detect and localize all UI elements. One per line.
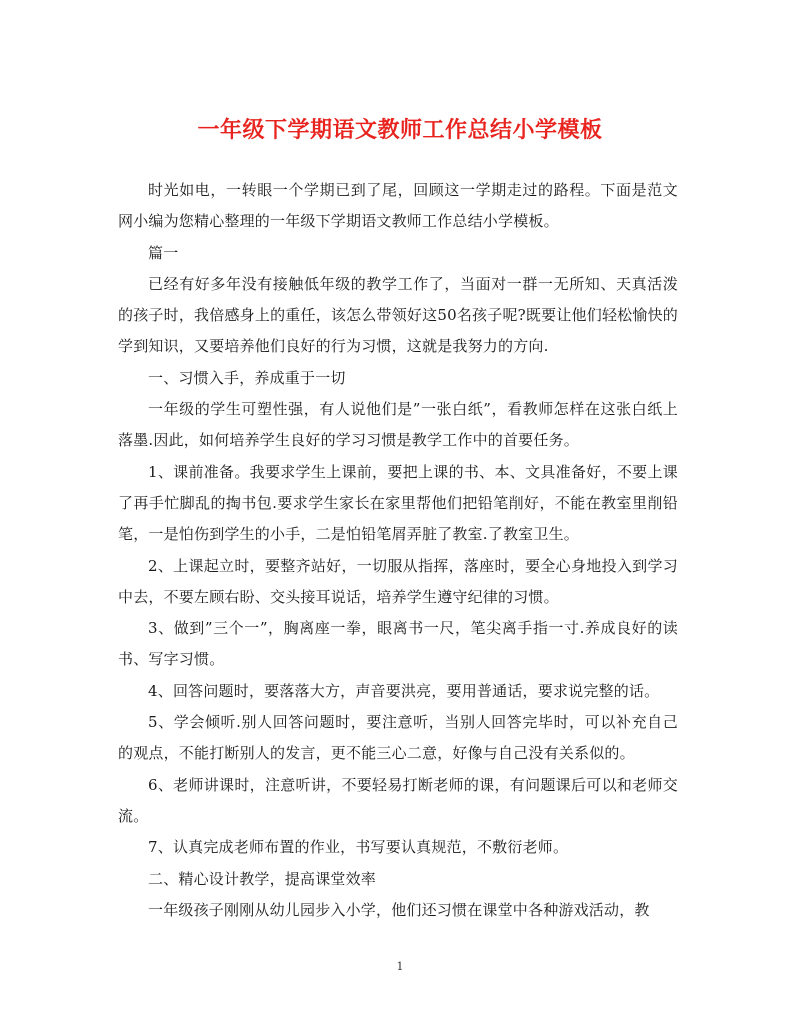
list-item-2: 2、上课起立时，要整齐站好，一切服从指挥，落座时，要全心身地投入到学习中去，不要左顾右盼、交头接耳说话，培养学生遵守纪律的习惯。 (118, 556, 678, 606)
heading-teaching-design: 二、精心设计教学，提高课堂效率 (148, 869, 377, 888)
list-item-5: 5、学会倾听.别人回答问题时，要注意听，当别人回答完毕时，可以补充自己的观点，不能打断别人的发言，更不能三心二意，好像与自己没有关系似的。 (118, 713, 678, 763)
intro-paragraph: 时光如电，一转眼一个学期已到了尾，回顾这一学期走过的路程。下面是范文网小编为您精心整理的一年级下学期语文教师工作总结小学模板。 (118, 181, 678, 231)
page-number: 1 (396, 960, 404, 973)
section-label-part-one: 篇一 (148, 243, 179, 262)
list-item-6: 6、老师讲课时，注意听讲，不要轻易打断老师的课，有问题课后可以和老师交流。 (118, 775, 678, 825)
document-title: 一年级下学期语文教师工作总结小学模板 (197, 117, 603, 143)
list-item-7: 7、认真完成老师布置的作业，书写要认真规范，不敷衍老师。 (148, 838, 569, 857)
habits-intro-paragraph: 一年级的学生可塑性强，有人说他们是”一张白纸”，看教师怎样在这张白纸上落墨.因此，如何培养学生良好的学习习惯是教学工作中的首要任务。 (118, 400, 678, 450)
heading-habits: 一、习惯入手，养成重于一切 (148, 368, 346, 387)
document-body (118, 175, 678, 926)
list-item-3: 3、做到”三个一”，胸离座一拳，眼离书一尺，笔尖离手指一寸.养成良好的读书、写字习惯。 (118, 619, 678, 669)
list-item-4: 4、回答问题时，要落落大方，声音要洪亮，要用普通话，要求说完整的话。 (148, 681, 660, 700)
teaching-design-paragraph: 一年级孩子刚刚从幼儿园步入小学，他们还习惯在课堂中各种游戏活动，教 (148, 900, 650, 919)
opening-paragraph: 已经有好多年没有接触低年级的教学工作了，当面对一群一无所知、天真活泼的孩子时，我倍感身上的重任，该怎么带领好这50名孩子呢?既要让他们轻松愉快的学到知识，又要培养他们良好的行为习惯，这就是我努力的方向. (118, 274, 678, 356)
list-item-1: 1、课前准备。我要求学生上课前，要把上课的书、本、文具准备好，不要上课了再手忙脚乱的掏书包.要求学生家长在家里帮他们把铅笔削好，不能在教室里削铅笔，一是怕伤到学生的小手，二是怕铅笔屑弄脏了教室.了教室卫生。 (118, 462, 678, 544)
